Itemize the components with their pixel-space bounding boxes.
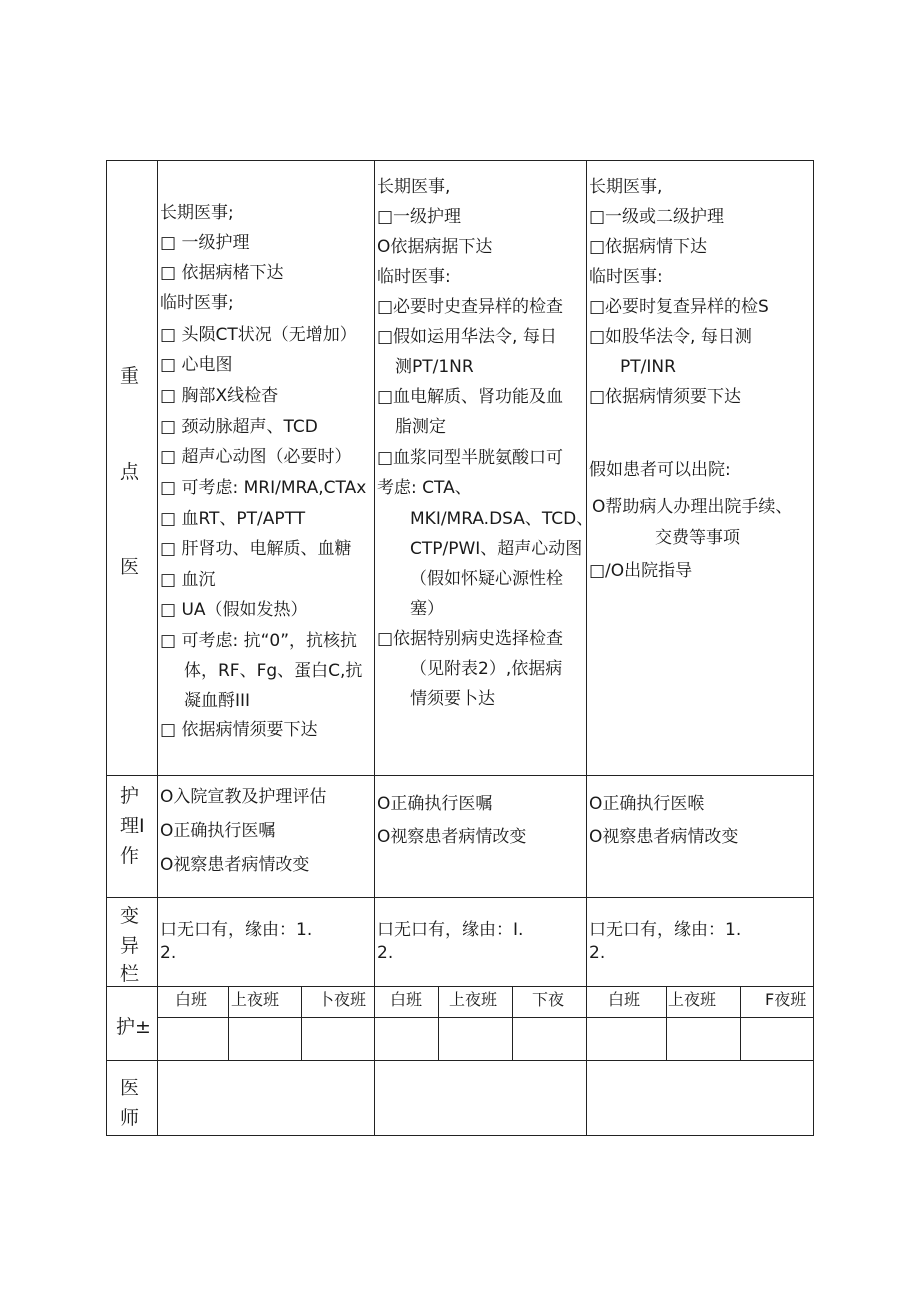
col3-line: O帮助病人办理出院手续、 [592,497,793,517]
shift-header: 卜夜班 [318,990,367,1009]
col3-line: □一级或二级护理 [589,207,725,227]
col2-line: 测PT/1NR [395,357,474,377]
col2-line: 情须要卜达 [410,689,495,709]
col2-line: （见附表2）,依据病 [410,659,563,679]
row-label-nursing-1: 护 [120,785,140,807]
variance-col3-line: 口无口有，缘由：1. [589,920,742,940]
row-label-nurse-sign: 护± [116,1016,151,1038]
col1-line: □ 胸部X线检杳 [160,386,279,406]
col1-line: □ 血沉 [160,570,216,590]
col1-line: 凝血酹III [184,691,251,711]
variance-col1-line: 口无口有，缘由：1. [160,920,313,940]
shift-header: 白班 [608,990,641,1009]
shift-header: 上夜班 [668,990,717,1009]
col2-line: 临时医事: [377,267,451,287]
col3-line: 交费等事项 [655,528,740,548]
col1-line: □ 头陨CT状况（无增加） [160,325,357,345]
col2-line: □依据特别病史选择检查 [377,629,564,649]
col1-line: □ 超声心动图（必要时） [160,447,352,467]
col3-line: □如股华法令, 每日测 [589,327,752,347]
col1-line: □ 依据病楮下达 [160,263,284,283]
col3-line: 假如患者可以出院: [589,460,731,480]
col2-line: 塞） [410,599,444,619]
variance-col3-line: 2. [589,943,606,963]
nursing-col2-item: O视察患者病情改变 [377,827,527,847]
row-label-doctor-1: 医 [120,1077,140,1099]
row-label-variance-3: 栏 [120,963,140,985]
nursing-col1-item: O视察患者病情改变 [160,855,310,875]
col3-line: PT/INR [620,357,676,377]
shift-header: 上夜班 [449,990,498,1009]
col1-line: 体，RF、Fg、蛋白C,抗 [184,661,363,681]
row-label-key-orders-1: 重 [120,365,140,387]
shift-header: 白班 [390,990,423,1009]
col3-line: □依据病情须要下达 [589,387,742,407]
col2-line: □必要时史查异样的检查 [377,297,564,317]
col2-line: □血浆同型半胱氨酸口可 [377,448,564,468]
row-label-nursing-3: 作 [120,845,140,867]
col1-line: □ 依据病情须要下达 [160,720,318,740]
col2-line: 脂测定 [395,417,446,437]
shift-header: 下夜 [532,990,565,1009]
variance-col2-line: 口无口有，缘由：I. [377,920,524,940]
row-label-nursing-2: 理I [120,815,145,837]
col1-line: 长期医事; [160,203,234,223]
col1-line: □ 一级护理 [160,233,250,253]
col3-line: 长期医事, [589,177,663,197]
col1-line: □ 血RT、PT/APTT [160,509,306,529]
col1-line: □ UA（假如发热） [160,600,308,620]
col2-line: （假如怀疑心源性栓 [410,569,563,589]
variance-col2-line: 2. [377,943,394,963]
col1-line: □ 可考虑: 抗“0”，抗核抗 [160,631,358,651]
shift-header: 白班 [175,990,208,1009]
col1-line: □ 颈动脉超声、TCD [160,417,318,437]
nursing-col3-item: O视察患者病情改变 [589,827,739,847]
col1-line: □ 肝肾功、电解质、血糖 [160,539,352,559]
col3-line: □必要时复查异样的检S [589,297,769,317]
col3-line: □/O出院指导 [589,561,693,581]
col1-line: □ 可考虑: MRI/MRA,CTAx [160,478,367,498]
row-label-key-orders-2: 点 [120,461,140,483]
col3-line: □依据病情下达 [589,237,708,257]
col2-line: □假如运用华法令, 每日 [377,327,557,347]
col1-line: 临时医事; [160,293,234,313]
variance-col1-line: 2. [160,943,177,963]
row-label-variance-2: 异 [120,935,140,957]
row-label-variance-1: 变 [120,905,140,927]
col2-line: 长期医事, [377,177,451,197]
col2-line: CTP/PWI、超声心动图 [410,539,583,559]
col2-line: 考虑: CTA、 [377,478,472,498]
shift-header: 上夜班 [231,990,280,1009]
row-label-doctor-2: 师 [120,1107,140,1129]
col2-line: MKI/MRA.DSA、TCD、 [410,509,594,529]
col2-line: □血电解质、肾功能及血 [377,387,564,407]
nursing-col1-item: O正确执行医嘱 [160,821,276,841]
col1-line: □ 心电图 [160,355,233,375]
col3-line: 临时医事: [589,267,663,287]
nursing-col1-item: O入院宣教及护理评估 [160,787,327,807]
nursing-col3-item: O正确执行医喉 [589,794,705,814]
col2-line: O依据病据下达 [377,237,493,257]
row-label-key-orders-3: 医 [120,556,140,578]
nursing-col2-item: O正确执行医嘱 [377,794,493,814]
col2-line: □一级护理 [377,207,462,227]
shift-header: F夜班 [765,990,807,1009]
